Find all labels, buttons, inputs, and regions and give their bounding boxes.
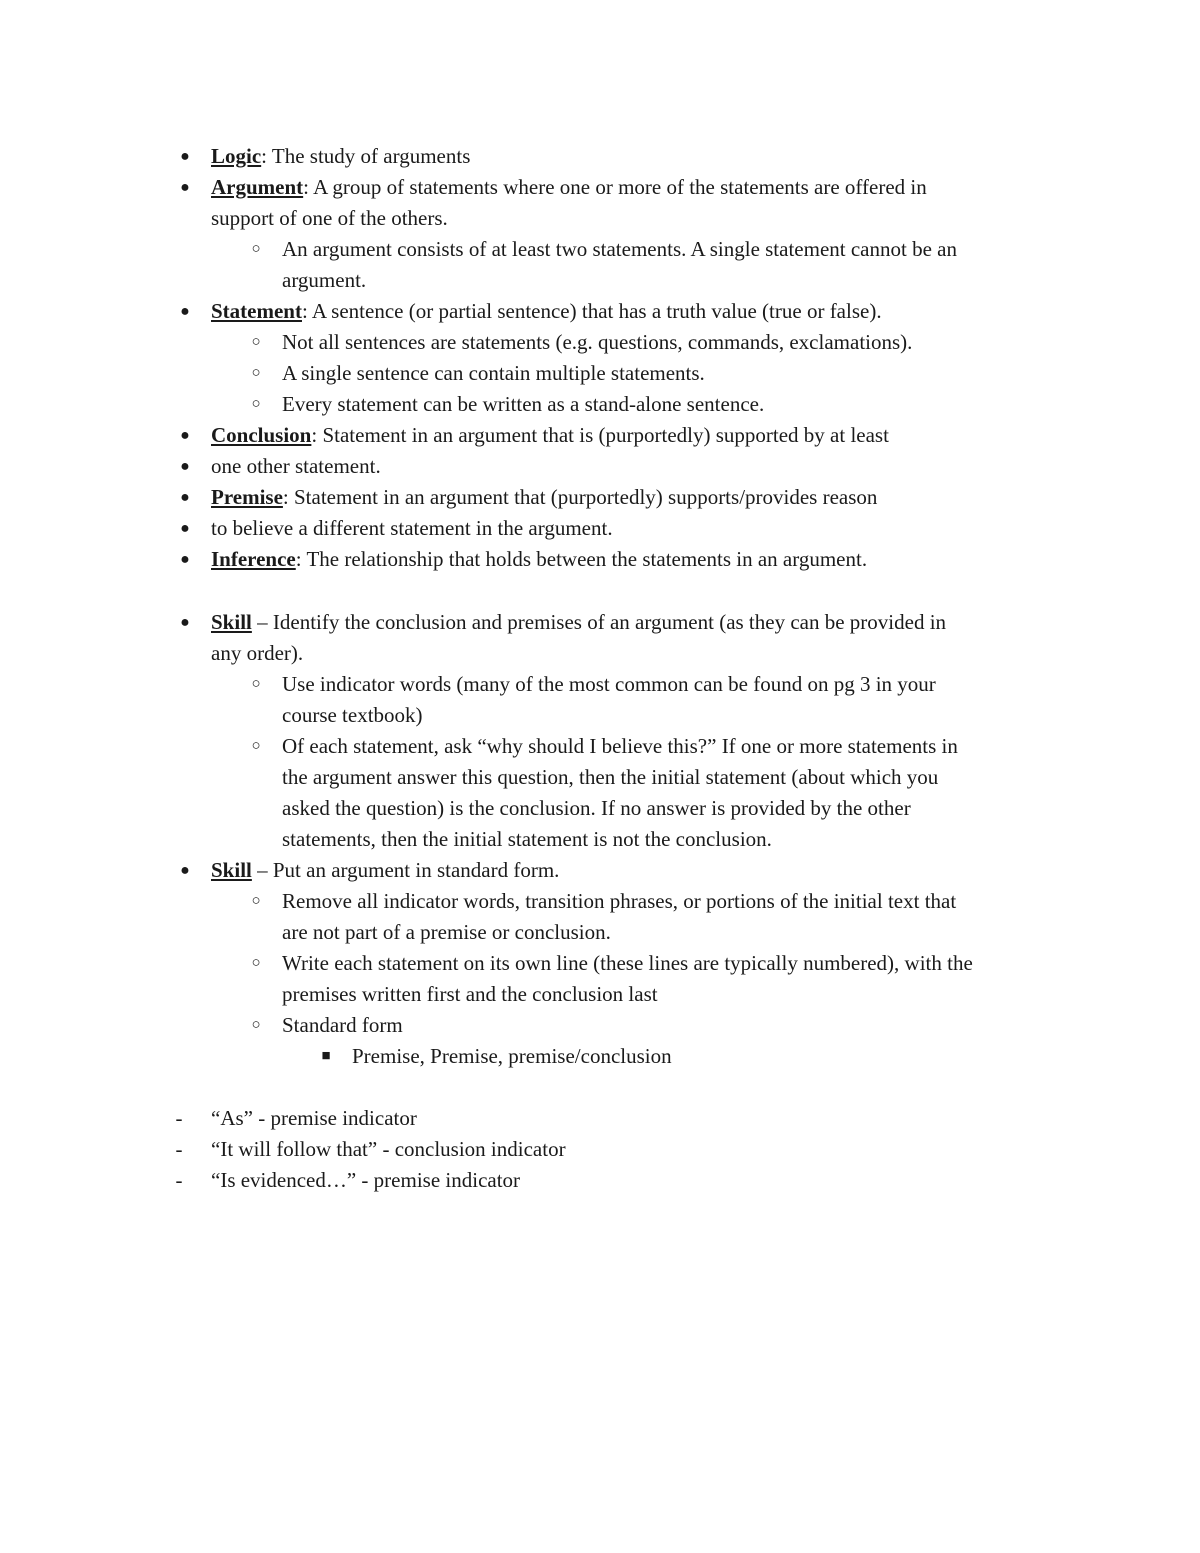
bullet-disc: ●: [180, 179, 190, 196]
sub-item-skill-identify-2-line3: asked the question) is the conclusion. If no answer is provided by the other: [282, 796, 911, 820]
bullet-circle: ○: [251, 955, 261, 971]
definition-premise: : Statement in an argument that (purportedly) supports/provides reason: [282, 485, 878, 509]
bullet-circle: ○: [251, 241, 261, 257]
sub-item-skill-standard-1-continued: are not part of a premise or conclusion.: [282, 920, 611, 944]
sub-item-skill-standard-1: Remove all indicator words, transition phrases, or portions of the initial text that: [282, 889, 957, 913]
term-inference: Inference: [211, 547, 296, 571]
definition-inference: : The relationship that holds between the statements in an argument.: [295, 547, 868, 571]
list-item-statement: [211, 296, 882, 327]
bullet-circle: ○: [251, 334, 261, 350]
sub-item-argument-1-continued: argument.: [282, 268, 367, 292]
sub-item-statement-1: Not all sentences are statements (e.g. questions, commands, exclamations).: [282, 330, 913, 354]
sub-item-skill-identify-2-line4: statements, then the initial statement is not the conclusion.: [282, 827, 772, 851]
sub-item-skill-identify-1: Use indicator words (many of the most common can be found on pg 3 in your: [282, 672, 936, 696]
bullet-disc: ●: [180, 303, 190, 320]
bullet-circle: ○: [251, 1017, 261, 1033]
list-item-skill-identify: [211, 607, 946, 638]
term-statement: Statement: [211, 299, 302, 323]
term-conclusion: Conclusion: [211, 423, 312, 447]
list-item-premise-line2: to believe a different statement in the argument.: [211, 516, 613, 540]
bullet-circle: ○: [251, 365, 261, 381]
skill-standard-form-text: – Put an argument in standard form.: [251, 858, 560, 882]
dash-item-as: “As” - premise indicator: [211, 1106, 417, 1130]
sub-item-skill-standard-3: Standard form: [282, 1013, 403, 1037]
sub-item-skill-identify-2: Of each statement, ask “why should I believe this?” If one or more statements in: [282, 734, 958, 758]
term-logic: Logic: [211, 144, 262, 168]
bullet-dash: -: [175, 1168, 183, 1192]
skill-identify-text: – Identify the conclusion and premises of an argument (as they can be provided in: [251, 610, 947, 634]
bullet-circle: ○: [251, 396, 261, 412]
term-skill: Skill: [211, 858, 252, 882]
bullet-disc: ●: [180, 551, 190, 568]
term-argument: Argument: [211, 175, 304, 199]
list-item-logic: [211, 141, 470, 172]
list-item-argument: [211, 172, 927, 203]
bullet-circle: ○: [251, 893, 261, 909]
list-item-conclusion: [211, 420, 889, 451]
sub-item-statement-3: Every statement can be written as a stand-alone sentence.: [282, 392, 765, 416]
bullet-disc: ●: [180, 862, 190, 879]
sub-item-skill-standard-2: Write each statement on its own line (these lines are typically numbered), with the: [282, 951, 973, 975]
bullet-square: ■: [321, 1048, 331, 1064]
bullet-circle: ○: [251, 738, 261, 754]
sub-sub-item-standard-form: Premise, Premise, premise/conclusion: [352, 1044, 672, 1068]
bullet-disc: ●: [180, 520, 190, 537]
bullet-dash: -: [175, 1137, 183, 1161]
definition-argument: : A group of statements where one or more of the statements are offered in: [303, 175, 927, 199]
list-item-skill-standard-form: [211, 855, 559, 886]
bullet-disc: ●: [180, 458, 190, 475]
term-skill: Skill: [211, 610, 252, 634]
sub-item-argument-1: An argument consists of at least two statements. A single statement cannot be an: [282, 237, 957, 261]
sub-item-skill-identify-1-continued: course textbook): [282, 703, 423, 727]
bullet-disc: ●: [180, 614, 190, 631]
sub-item-statement-2: A single sentence can contain multiple statements.: [282, 361, 705, 385]
definition-argument-continued: support of one of the others.: [211, 206, 448, 230]
bullet-disc: ●: [180, 427, 190, 444]
dash-item-is-evidenced: “Is evidenced…” - premise indicator: [211, 1168, 521, 1192]
definition-conclusion: : Statement in an argument that is (purportedly) supported by at least: [311, 423, 889, 447]
definition-statement: : A sentence (or partial sentence) that has a truth value (true or false).: [301, 299, 882, 323]
list-item-premise: [211, 482, 877, 513]
list-item-inference: [211, 544, 867, 575]
definition-logic: : The study of arguments: [261, 144, 471, 168]
skill-identify-continued: any order).: [211, 641, 304, 665]
bullet-circle: ○: [251, 676, 261, 692]
list-item-conclusion-line2: one other statement.: [211, 454, 381, 478]
sub-item-skill-identify-2-line2: the argument answer this question, then the initial statement (about which you: [282, 765, 939, 789]
bullet-disc: ●: [180, 148, 190, 165]
sub-item-skill-standard-2-continued: premises written first and the conclusion last: [282, 982, 658, 1006]
bullet-disc: ●: [180, 489, 190, 506]
dash-item-it-will-follow: “It will follow that” - conclusion indicator: [211, 1137, 566, 1161]
bullet-dash: -: [175, 1106, 183, 1130]
term-premise: Premise: [211, 485, 283, 509]
